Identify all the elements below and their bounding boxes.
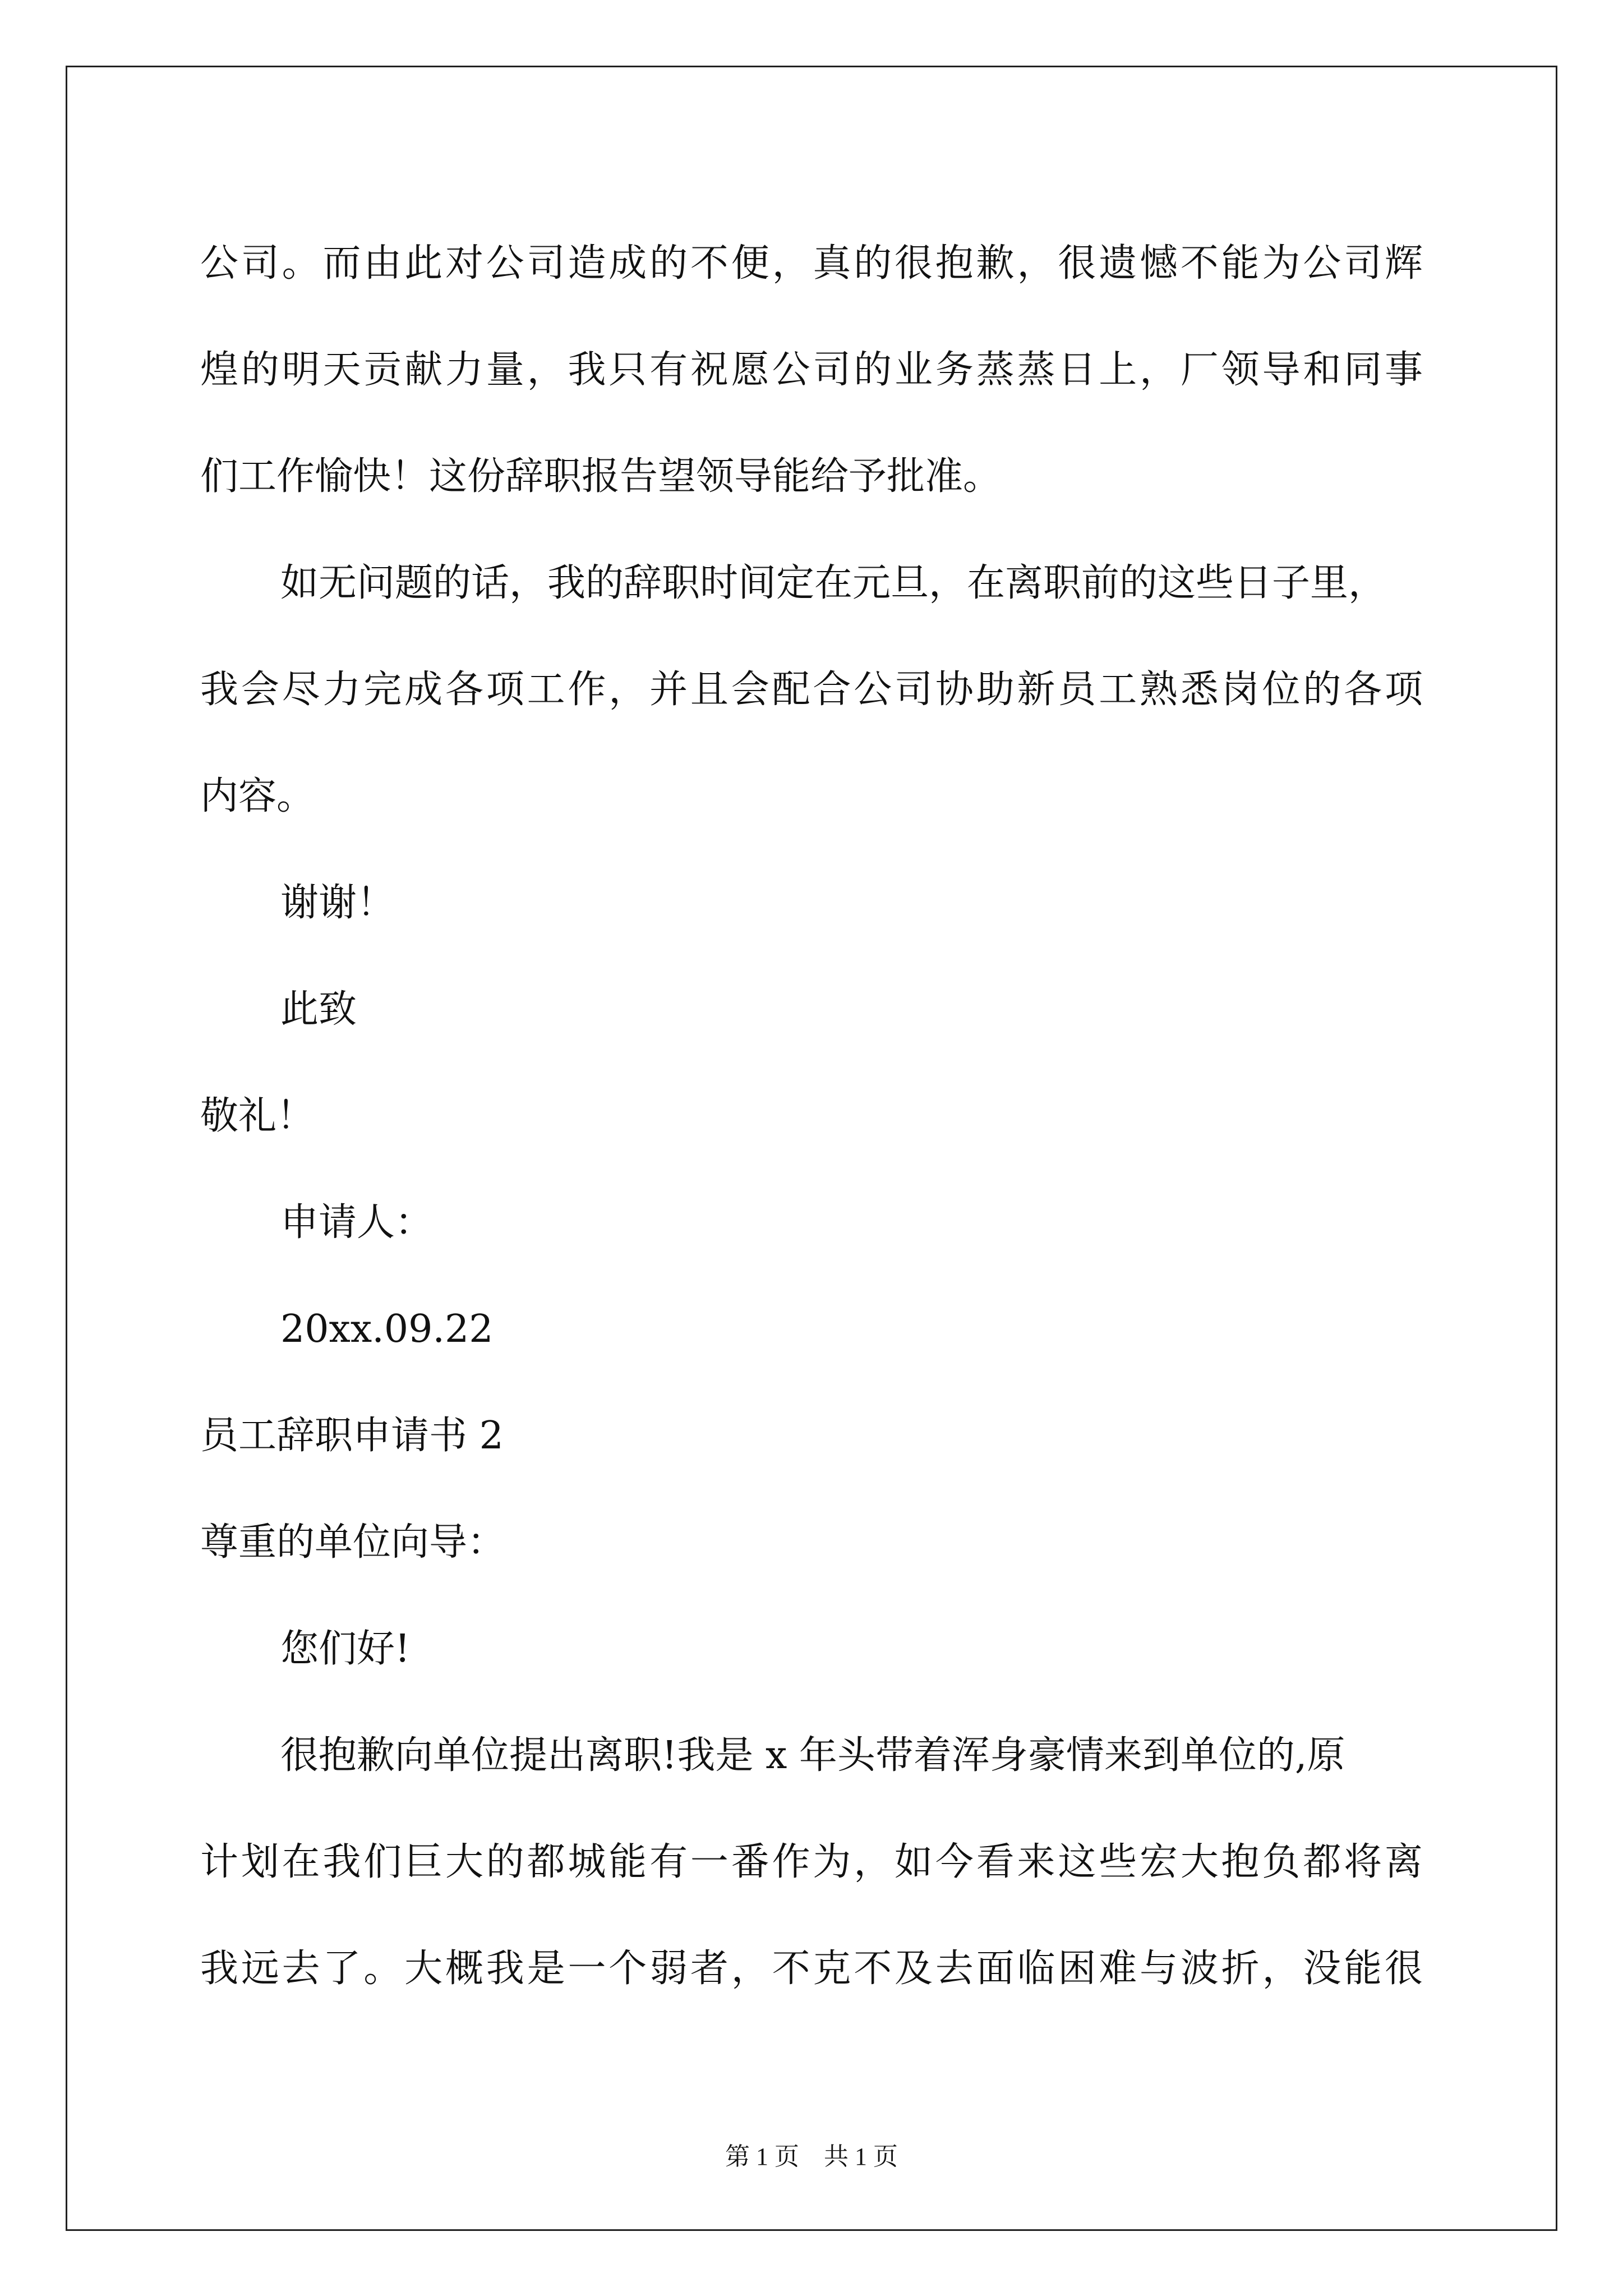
- greeting: 您们好!: [280, 1627, 411, 1671]
- document-body: [200, 210, 1423, 2022]
- text-line: 谢谢！: [280, 881, 395, 925]
- salutation: 尊重的单位向导：: [200, 1520, 506, 1565]
- text-line: 公司。而由此对公司造成的不便，真的很抱歉，很遗憾不能为公司辉: [200, 241, 1423, 286]
- text-line: 敬礼！: [200, 1094, 315, 1138]
- date-line: 20xx.09.22: [280, 1307, 494, 1351]
- page-footer: 第 1 页 共 1 页: [725, 2143, 898, 2170]
- text-line: 很抱歉向单位提出离职!我是 x 年头带着浑身豪情来到单位的,原: [280, 1733, 1345, 1778]
- text-line: 内容。: [200, 774, 315, 818]
- text-line: 我会尽力完成各项工作，并且会配合公司协助新员工熟悉岗位的各项: [200, 668, 1423, 712]
- text-line: 如无问题的话，我的辞职时间定在元旦，在离职前的这些日子里，: [280, 561, 1387, 605]
- text-line: 煌的明天贡献力量，我只有祝愿公司的业务蒸蒸日上，厂领导和同事: [200, 348, 1423, 392]
- text-line: 计划在我们巨大的都城能有一番作为，如今看来这些宏大抱负都将离: [200, 1840, 1423, 1884]
- section-title: 员工辞职申请书 2: [200, 1414, 504, 1458]
- text-line: 我远去了。大概我是一个弱者，不克不及去面临困难与波折，没能很: [200, 1947, 1423, 1991]
- text-line: 们工作愉快！这份辞职报告望领导能给予批准。: [200, 454, 1002, 499]
- text-line: 申请人：: [280, 1200, 434, 1245]
- text-line: 此致: [280, 987, 357, 1032]
